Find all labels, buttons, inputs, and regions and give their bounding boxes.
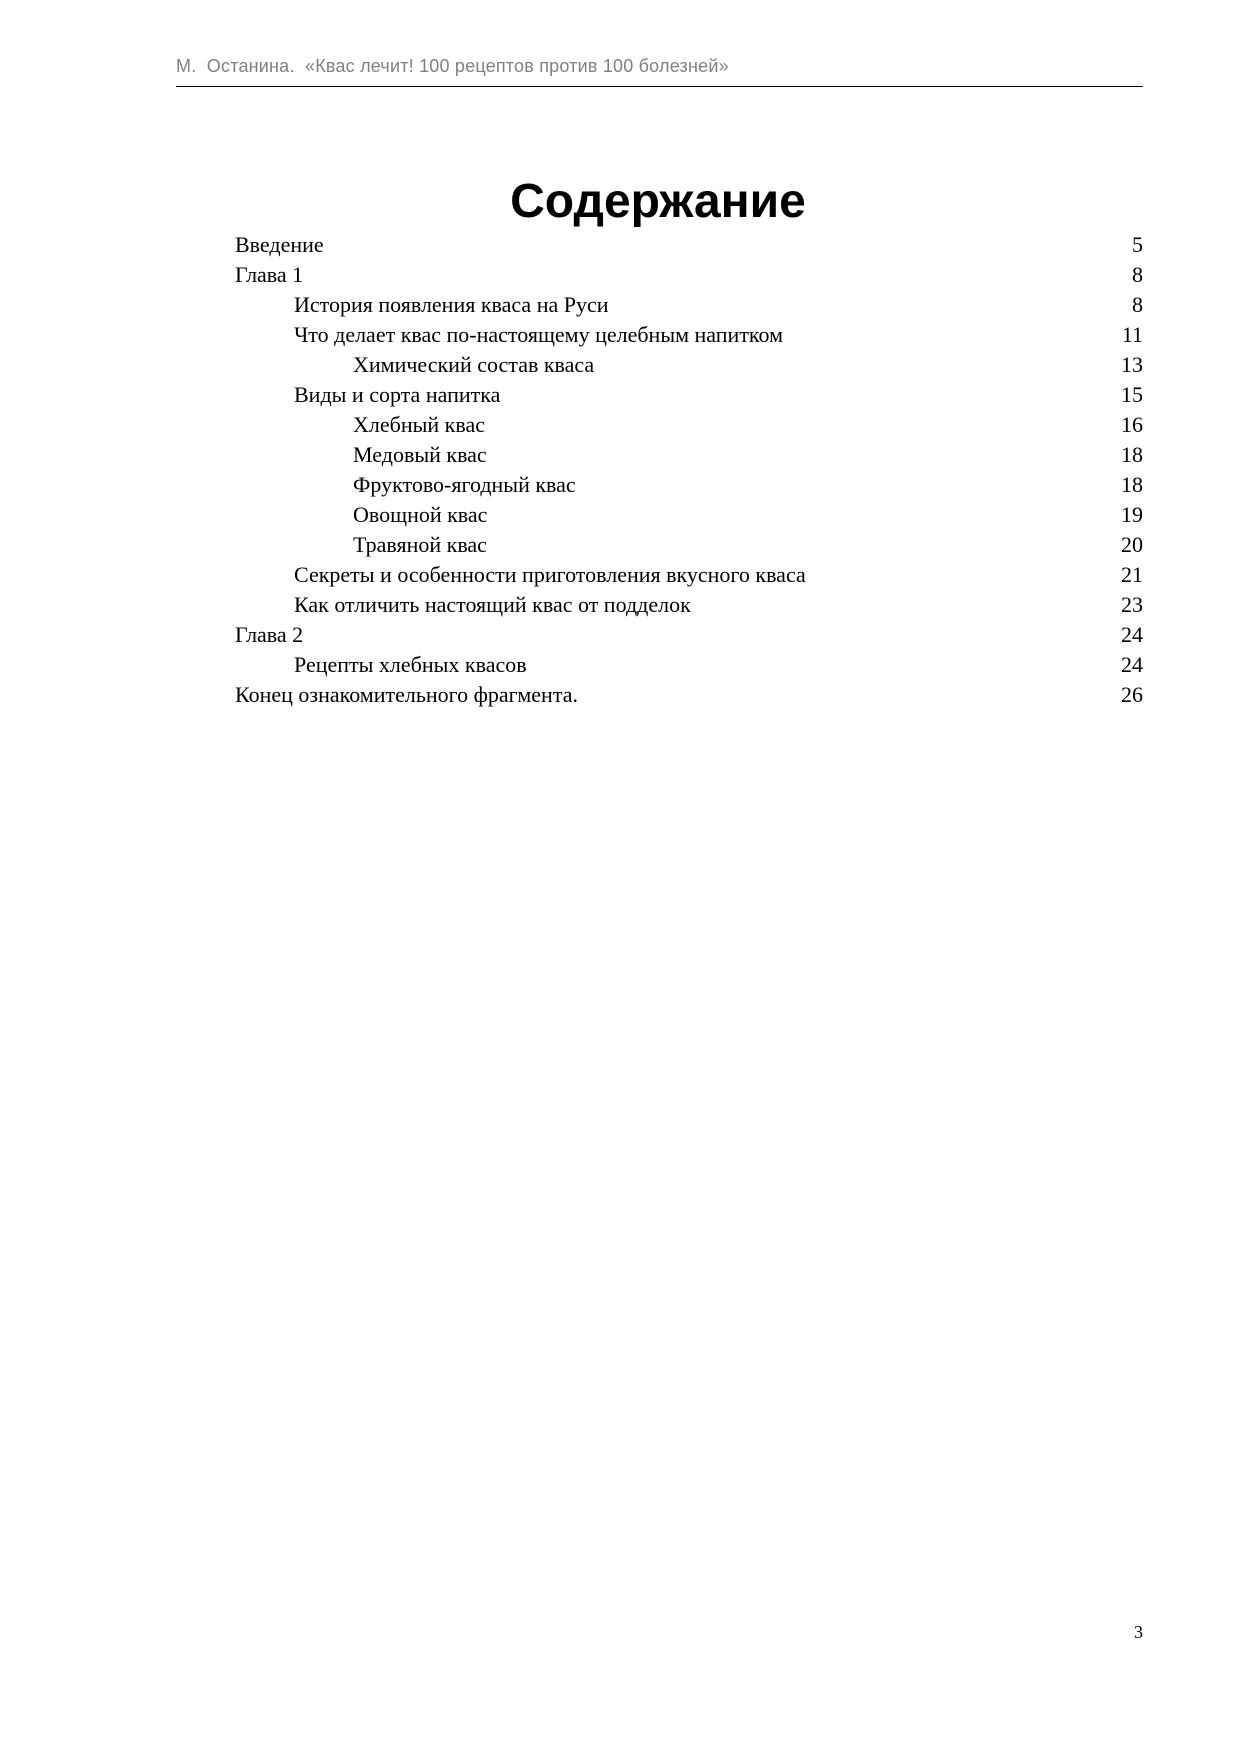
toc-entry-page-number: 24 [1121,652,1143,677]
header-divider [176,86,1143,87]
toc-entry[interactable] [235,290,1143,320]
toc-entry-title: Конец ознакомительного фрагмента. [235,682,578,707]
toc-entry-title: Медовый квас [353,442,487,467]
toc-entry-title: Как отличить настоящий квас от подделок [294,592,691,617]
toc-entry-page-number: 20 [1121,532,1143,557]
toc-entry[interactable] [235,530,1143,560]
toc-entry-page-number: 8 [1132,262,1143,287]
toc-entry-page-number: 15 [1121,382,1143,407]
toc-entry[interactable] [235,320,1143,350]
toc-entry-title: Химический состав кваса [353,352,595,377]
toc-entry-title: История появления кваса на Руси [294,292,609,317]
toc-entry-page-number: 5 [1132,232,1143,257]
toc-entry-title: Глава 1 [235,262,304,287]
toc-entry-page-number: 21 [1121,562,1143,587]
toc-entry-title: Введение [235,232,324,257]
toc-entry[interactable] [235,440,1143,470]
toc-entry-title: Фруктово-ягодный квас [353,472,576,497]
toc-entry[interactable] [235,410,1143,440]
toc-entry[interactable] [235,590,1143,620]
toc-entry[interactable] [235,650,1143,680]
toc-entry-title: Травяной квас [353,532,487,557]
toc-entry-title: Хлебный квас [353,412,485,437]
toc-entry-page-number: 19 [1121,502,1143,527]
toc-entry-title: Виды и сорта напитка [294,382,501,407]
toc-entry-title: Глава 2 [235,622,304,647]
toc-entry[interactable] [235,380,1143,410]
toc-entry[interactable] [235,680,1143,710]
toc-entry[interactable] [235,470,1143,500]
toc-entry-page-number: 13 [1121,352,1143,377]
toc-entry-page-number: 18 [1121,442,1143,467]
toc-entry-page-number: 26 [1121,682,1143,707]
toc-entry[interactable] [235,560,1143,590]
toc-title: Содержание [510,175,806,229]
toc-entry[interactable] [235,500,1143,530]
toc-entry-page-number: 16 [1121,412,1143,437]
toc-entry-page-number: 23 [1121,592,1143,617]
toc-entry-page-number: 11 [1121,322,1143,347]
toc-entry-title: Что делает квас по-настоящему целебным напитком [294,322,784,347]
table-of-contents [235,230,1143,710]
toc-entry[interactable] [235,620,1143,650]
toc-entry-title: Рецепты хлебных квасов [294,652,527,677]
toc-entry-title: Секреты и особенности приготовления вкусного кваса [294,562,806,587]
toc-entry[interactable] [235,230,1143,260]
page-number: 3 [1134,1622,1143,1642]
running-header: М. Останина. «Квас лечит! 100 рецептов против 100 болезней» [176,56,729,76]
toc-entry[interactable] [235,350,1143,380]
toc-entry-page-number: 8 [1132,292,1143,317]
toc-entry-page-number: 24 [1121,622,1143,647]
toc-entry-page-number: 18 [1121,472,1143,497]
toc-entry[interactable] [235,260,1143,290]
toc-entry-title: Овощной квас [353,502,488,527]
